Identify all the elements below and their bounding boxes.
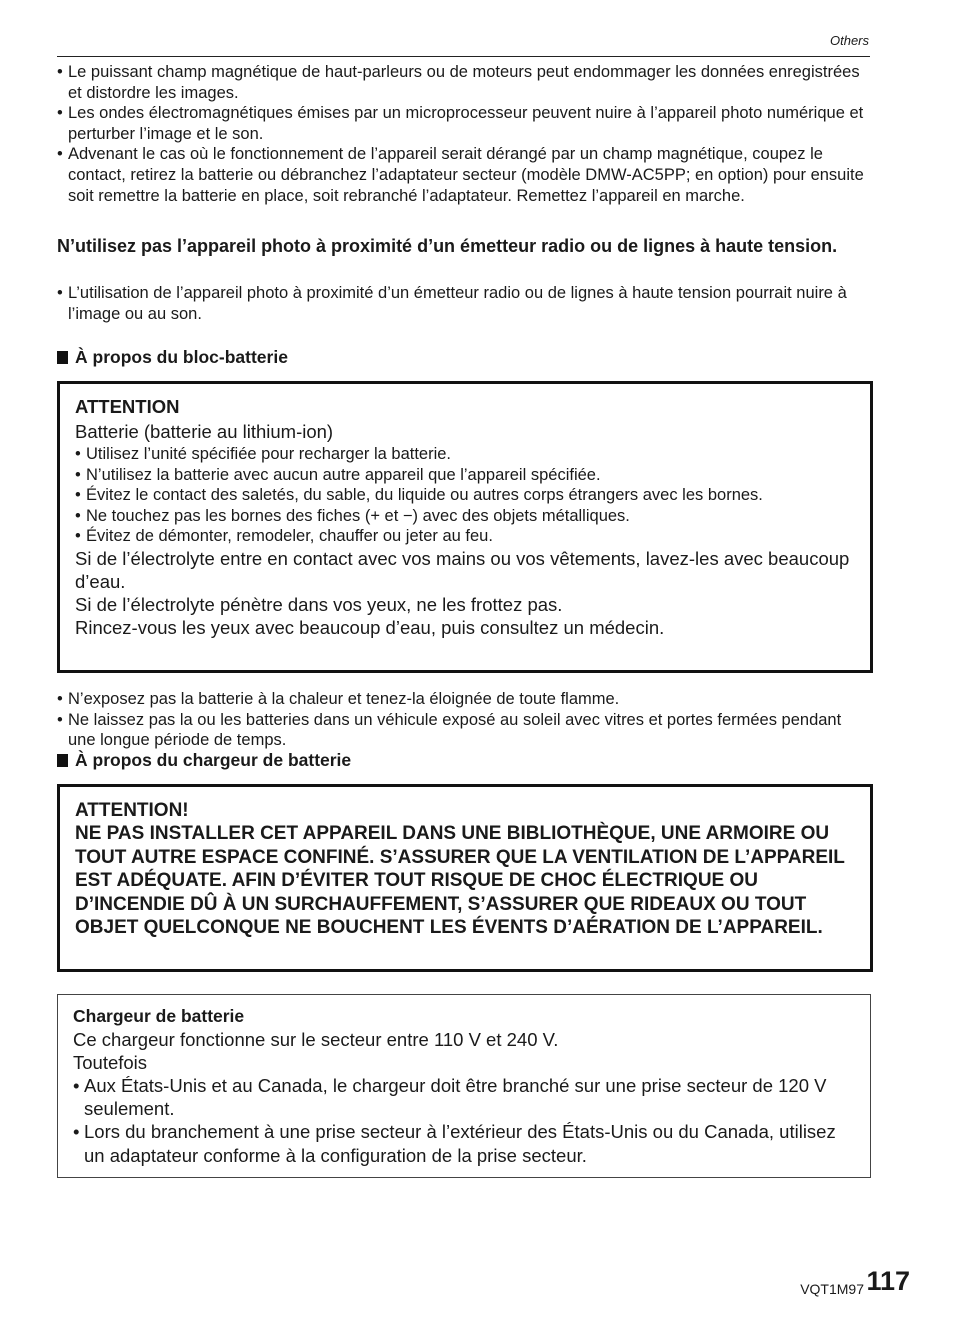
battery-caution-title: ATTENTION [75, 396, 180, 417]
list-item: • Ne laissez pas la ou les batteries dans un véhicule exposé au soleil avec vitres et portes fermées pendant une longue période de temps. [57, 710, 872, 751]
charger-warning-title: ATTENTION! [75, 800, 189, 821]
battery-caution-subtitle: Batterie (batterie au lithium-ion) [75, 421, 334, 442]
charger-warning-text: NE PAS INSTALLER CET APPAREIL DANS UNE BIBLIOTHÈQUE, UNE ARMOIRE OU TOUT AUTRE ESPACE CONFINÉ. S’ASSURER QUE LA VENTILATION DE L’APPAREIL EST ADÉQUATE. AFIN D’ÉVITER TOUT RISQUE DE CHOC ÉLECTRIQUE OU D’INCENDIE DÛ À UN SURCHAUFFEMENT, S’ASSURER QUE RIDEAUX OU TOUT OBJET QUELCONQUE NE BOUCHENT LES ÉVENTS D’AÉRATION DE L’APPAREIL. [75, 823, 845, 939]
square-bullet-icon [57, 754, 68, 767]
list-item: • Aux États-Unis et au Canada, le chargeur doit être branché sur une prise secteur de 120 V seulement. [73, 1074, 853, 1120]
list-item: • Advenant le cas où le fonctionnement de l’appareil serait dérangé par un champ magnétique, coupez le contact, retirez la batterie ou débranchez l’adaptateur secteur (modèle DMW-AC5PP; en option) pour ensuite soit remettre la batterie en place, soit rebranché l’adaptateur. Remettez l’appareil en marche. [57, 144, 872, 206]
charger-voltage-text: Ce chargeur fonctionne sur le secteur entre 110 V et 240 V. [73, 1029, 559, 1051]
list-item: • N’utilisez la batterie avec aucun autre appareil que l’appareil spécifiée. [75, 465, 845, 486]
list-item: • Lors du branchement à une prise secteur à l’extérieur des États-Unis ou du Canada, utilisez un adaptateur conforme à la configuration de la prise secteur. [73, 1120, 853, 1166]
list-item: • Le puissant champ magnétique de haut-parleurs ou de moteurs peut endommager les données enregistrées et distordre les images. [57, 62, 872, 103]
list-item: • Ne touchez pas les bornes des fiches (+ et −) avec des objets métalliques. [75, 506, 845, 527]
charger-info-box [57, 994, 871, 1178]
intro-bullet-list [57, 62, 872, 206]
electrolyte-skin-text: Si de l’électrolyte entre en contact avec vos mains ou vos vêtements, lavez-les avec beaucoup d’eau. [75, 547, 850, 592]
charger-however-text: Toutefois [73, 1052, 148, 1074]
list-item: • L’utilisation de l’appareil photo à proximité d’un émetteur radio ou de lignes à haute tension pourrait nuire à l’image ou au son. [57, 283, 872, 324]
list-item: • Utilisez l’unité spécifiée pour recharger la batterie. [75, 444, 845, 465]
charger-info-title: Chargeur de batterie [73, 1006, 245, 1026]
electrolyte-rinse-text: Rincez-vous les yeux avec beaucoup d’eau, puis consultez un médecin. [75, 616, 665, 638]
charger-section-title-text: À propos du chargeur de batterie [75, 750, 352, 770]
battery-caution-box [57, 381, 873, 673]
list-item: • Évitez le contact des saletés, du sable, du liquide ou autres corps étrangers avec les bornes. [75, 485, 845, 506]
charger-warning-box [57, 784, 873, 972]
list-item: • N’exposez pas la batterie à la chaleur et tenez-la éloignée de toute flamme. [57, 689, 872, 710]
document-code: VQT1M97 [800, 1281, 864, 1297]
electrolyte-eyes-text: Si de l’électrolyte pénètre dans vos yeux, ne les frottez pas. [75, 593, 563, 615]
page-number: 117 [866, 1266, 910, 1296]
header-divider [57, 56, 870, 57]
list-item: • Évitez de démonter, remodeler, chauffer ou jeter au feu. [75, 526, 845, 547]
battery-extra-list [57, 689, 872, 751]
running-header: Others [829, 33, 869, 48]
square-bullet-icon [57, 351, 68, 364]
battery-section-title [57, 347, 288, 368]
charger-info-list [73, 1074, 853, 1166]
radio-warning-heading: N’utilisez pas l’appareil photo à proximité d’un émetteur radio ou de lignes à haute tension. [57, 236, 838, 256]
battery-caution-list [75, 444, 845, 547]
charger-section-title [57, 750, 351, 771]
list-item: • Les ondes électromagnétiques émises par un microprocesseur peuvent nuire à l’appareil photo numérique et perturber l’image et le son. [57, 103, 872, 144]
battery-section-title-text: À propos du bloc-batterie [75, 347, 288, 367]
radio-warning-list [57, 283, 872, 324]
